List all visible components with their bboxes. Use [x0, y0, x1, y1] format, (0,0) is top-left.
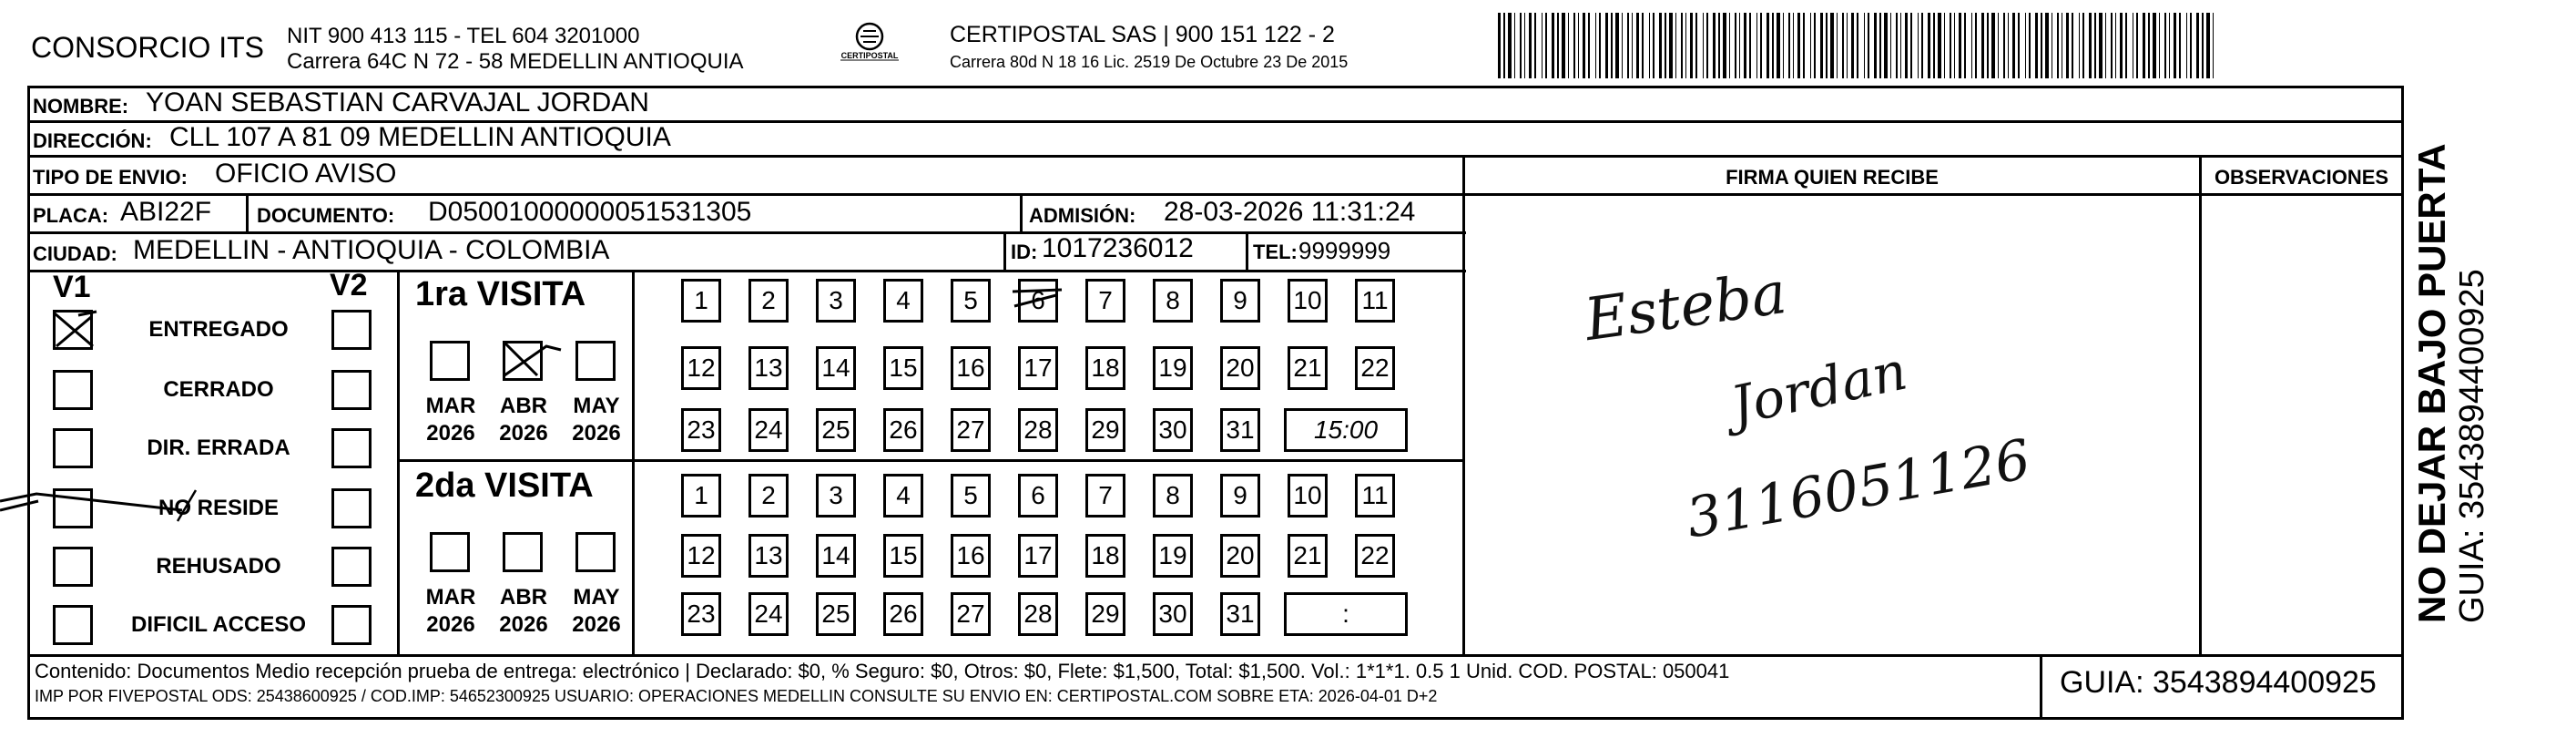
- month-checkbox[interactable]: [503, 532, 543, 572]
- day-box[interactable]: 17: [1018, 534, 1058, 578]
- day-box[interactable]: 26: [883, 592, 923, 636]
- day-box[interactable]: 9: [1220, 279, 1260, 323]
- day-box[interactable]: 22: [1355, 534, 1395, 578]
- visit1-title: 1ra VISITA: [415, 275, 586, 313]
- year-label: 2026: [499, 612, 548, 637]
- check-mark: [51, 308, 98, 352]
- address-label: DIRECCIÓN:: [33, 129, 152, 152]
- v2-checkbox[interactable]: [331, 428, 372, 468]
- v2-checkbox[interactable]: [331, 547, 372, 587]
- day-strike-mark: [1011, 284, 1065, 317]
- admission-value: 28-03-2026 11:31:24: [1164, 197, 1416, 227]
- day-box[interactable]: 5: [951, 474, 991, 518]
- company-info-line2: Carrera 64C N 72 - 58 MEDELLIN ANTIOQUIA: [287, 49, 744, 74]
- footer-content-line: Contenido: Documentos Medio recepción prueba de entrega: electrónico | Declarado: $0, % Seguro: $0, Otros: $0, Flete: $1,500, Total: $1,500. Vol.: 1*1*1. 0.5 1 Unid. COD. POSTAL: 050041: [35, 660, 1730, 682]
- day-box[interactable]: 15: [883, 346, 923, 390]
- day-box[interactable]: 1: [681, 279, 721, 323]
- day-box[interactable]: 23: [681, 408, 721, 452]
- city-value: MEDELLIN - ANTIOQUIA - COLOMBIA: [133, 235, 610, 265]
- day-box[interactable]: 9: [1220, 474, 1260, 518]
- day-box[interactable]: 11: [1355, 474, 1395, 518]
- day-box[interactable]: 11: [1355, 279, 1395, 323]
- tel-label: TEL:: [1253, 241, 1298, 263]
- month-label: ABR: [500, 585, 547, 610]
- day-box[interactable]: 7: [1085, 474, 1125, 518]
- day-box[interactable]: 6: [1018, 279, 1058, 323]
- year-label: 2026: [572, 612, 621, 637]
- company-name: CONSORCIO ITS: [31, 31, 265, 64]
- handwritten-phone: 3116051126: [1681, 427, 2035, 551]
- name-label: NOMBRE:: [33, 95, 129, 118]
- day-box[interactable]: 31: [1220, 408, 1260, 452]
- city-label: CIUDAD:: [33, 242, 117, 265]
- day-box[interactable]: 19: [1153, 534, 1193, 578]
- year-label: 2026: [572, 421, 621, 446]
- day-box[interactable]: 27: [951, 592, 991, 636]
- v1-header: V1: [53, 270, 91, 304]
- status-option-label: REHUSADO: [156, 554, 281, 579]
- day-box[interactable]: 26: [883, 408, 923, 452]
- day-box[interactable]: 23: [681, 592, 721, 636]
- day-box[interactable]: 2: [748, 279, 789, 323]
- day-box[interactable]: 10: [1288, 279, 1328, 323]
- shipment-type-value: OFICIO AVISO: [215, 159, 397, 189]
- status-option-label: NO RESIDE: [158, 496, 280, 520]
- day-box[interactable]: 13: [748, 346, 789, 390]
- day-box[interactable]: 24: [748, 408, 789, 452]
- carrier-info-line2: Carrera 80d N 18 16 Lic. 2519 De Octubre 23 De 2015: [950, 53, 1349, 71]
- barcode: [1498, 13, 2226, 78]
- side-warning: NO DEJAR BAJO PUERTA: [2410, 143, 2453, 623]
- carrier-info-line1: CERTIPOSTAL SAS | 900 151 122 - 2: [950, 22, 1335, 47]
- day-box[interactable]: 8: [1153, 279, 1193, 323]
- month-checkbox[interactable]: [575, 341, 616, 381]
- day-box[interactable]: 12: [681, 534, 721, 578]
- day-box[interactable]: 28: [1018, 408, 1058, 452]
- day-box[interactable]: 4: [883, 279, 923, 323]
- day-box[interactable]: 2: [748, 474, 789, 518]
- day-box[interactable]: 17: [1018, 346, 1058, 390]
- document-value: D05001000000051531305: [428, 197, 752, 227]
- day-box[interactable]: 27: [951, 408, 991, 452]
- certipostal-logo: [833, 20, 906, 75]
- status-option-label: CERRADO: [163, 377, 274, 402]
- day-box[interactable]: 31: [1220, 592, 1260, 636]
- admission-label: ADMISIÓN:: [1029, 204, 1136, 227]
- v2-checkbox[interactable]: [331, 370, 372, 410]
- day-box[interactable]: 30: [1153, 592, 1193, 636]
- day-box[interactable]: 1: [681, 474, 721, 518]
- day-box[interactable]: 13: [748, 534, 789, 578]
- footer-print-line: IMP POR FIVEPOSTAL ODS: 25438600925 / COD.IMP: 54652300925 USUARIO: OPERACIONES MEDELLIN CONSULTE SU ENVIO EN: CERTIPOSTAL.COM SOBRE ETA: 2026-04-01 D+2: [35, 687, 1438, 705]
- handwritten-surname: Jordan: [1726, 339, 1912, 437]
- signature-column-header: FIRMA QUIEN RECIBE: [1726, 166, 1939, 189]
- v1-checkbox[interactable]: [53, 547, 93, 587]
- plate-value: ABI22F: [120, 197, 212, 227]
- month-checkbox[interactable]: [430, 341, 470, 381]
- v1-checkbox[interactable]: [53, 370, 93, 410]
- time-box[interactable]: :: [1284, 592, 1408, 636]
- month-checkbox[interactable]: [575, 532, 616, 572]
- visit2-title: 2da VISITA: [415, 466, 594, 505]
- day-box[interactable]: 6: [1018, 474, 1058, 518]
- status-option-label: DIFICIL ACCESO: [130, 612, 306, 637]
- day-box[interactable]: 29: [1085, 408, 1125, 452]
- tel-value: 9999999: [1298, 237, 1391, 264]
- day-box[interactable]: 24: [748, 592, 789, 636]
- day-box[interactable]: 22: [1355, 346, 1395, 390]
- day-box[interactable]: 20: [1220, 346, 1260, 390]
- address-value: CLL 107 A 81 09 MEDELLIN ANTIOQUIA: [169, 122, 671, 152]
- day-box[interactable]: 8: [1153, 474, 1193, 518]
- year-label: 2026: [426, 421, 475, 446]
- month-label: MAR: [425, 394, 476, 418]
- day-box[interactable]: 25: [816, 592, 856, 636]
- status-option-label: ENTREGADO: [148, 317, 289, 342]
- v1-checkbox[interactable]: [53, 605, 93, 645]
- month-check-mark: [501, 339, 565, 383]
- v2-checkbox[interactable]: [331, 605, 372, 645]
- day-box[interactable]: 16: [951, 534, 991, 578]
- day-box[interactable]: 20: [1220, 534, 1260, 578]
- year-label: 2026: [499, 421, 548, 446]
- handwritten-name: Esteba: [1580, 259, 1791, 355]
- status-option-label: DIR. ERRADA: [147, 436, 290, 460]
- day-box[interactable]: 21: [1288, 534, 1328, 578]
- name-value: YOAN SEBASTIAN CARVAJAL JORDAN: [146, 87, 649, 118]
- day-box[interactable]: 14: [816, 534, 856, 578]
- day-box[interactable]: 18: [1085, 346, 1125, 390]
- id-value: 1017236012: [1042, 233, 1194, 263]
- observations-column-header: OBSERVACIONES: [2214, 166, 2389, 189]
- id-label: ID:: [1011, 241, 1038, 263]
- v2-header: V2: [330, 268, 368, 302]
- month-label: ABR: [500, 394, 547, 418]
- strike-mark: [0, 483, 255, 528]
- document-label: DOCUMENTO:: [257, 204, 395, 227]
- company-info-line1: NIT 900 413 115 - TEL 604 3201000: [287, 24, 640, 48]
- footer-guia: GUIA: 3543894400925: [2060, 665, 2377, 700]
- day-box[interactable]: 3: [816, 279, 856, 323]
- month-label: MAR: [425, 585, 476, 610]
- day-box[interactable]: 7: [1085, 279, 1125, 323]
- side-text: [2411, 113, 2491, 623]
- month-label: MAY: [573, 585, 620, 610]
- time-box[interactable]: 15:00: [1284, 408, 1408, 452]
- day-box[interactable]: 12: [681, 346, 721, 390]
- day-box[interactable]: 28: [1018, 592, 1058, 636]
- day-box[interactable]: 10: [1288, 474, 1328, 518]
- v1-checkbox[interactable]: [53, 428, 93, 468]
- day-box[interactable]: 30: [1153, 408, 1193, 452]
- plate-label: PLACA:: [33, 204, 109, 227]
- v2-checkbox[interactable]: [331, 310, 372, 350]
- day-box[interactable]: 25: [816, 408, 856, 452]
- year-label: 2026: [426, 612, 475, 637]
- day-box[interactable]: 29: [1085, 592, 1125, 636]
- v2-checkbox[interactable]: [331, 488, 372, 528]
- logo-text: CERTIPOSTAL: [840, 51, 899, 60]
- shipment-type-label: TIPO DE ENVIO:: [33, 166, 188, 189]
- day-box[interactable]: 21: [1288, 346, 1328, 390]
- month-label: MAY: [573, 394, 620, 418]
- day-box[interactable]: 14: [816, 346, 856, 390]
- day-box[interactable]: 18: [1085, 534, 1125, 578]
- month-checkbox[interactable]: [430, 532, 470, 572]
- day-box[interactable]: 15: [883, 534, 923, 578]
- day-box[interactable]: 16: [951, 346, 991, 390]
- day-box[interactable]: 5: [951, 279, 991, 323]
- day-box[interactable]: 19: [1153, 346, 1193, 390]
- day-box[interactable]: 4: [883, 474, 923, 518]
- day-box[interactable]: 3: [816, 474, 856, 518]
- side-guia: GUIA: 3543894400925: [2453, 269, 2491, 623]
